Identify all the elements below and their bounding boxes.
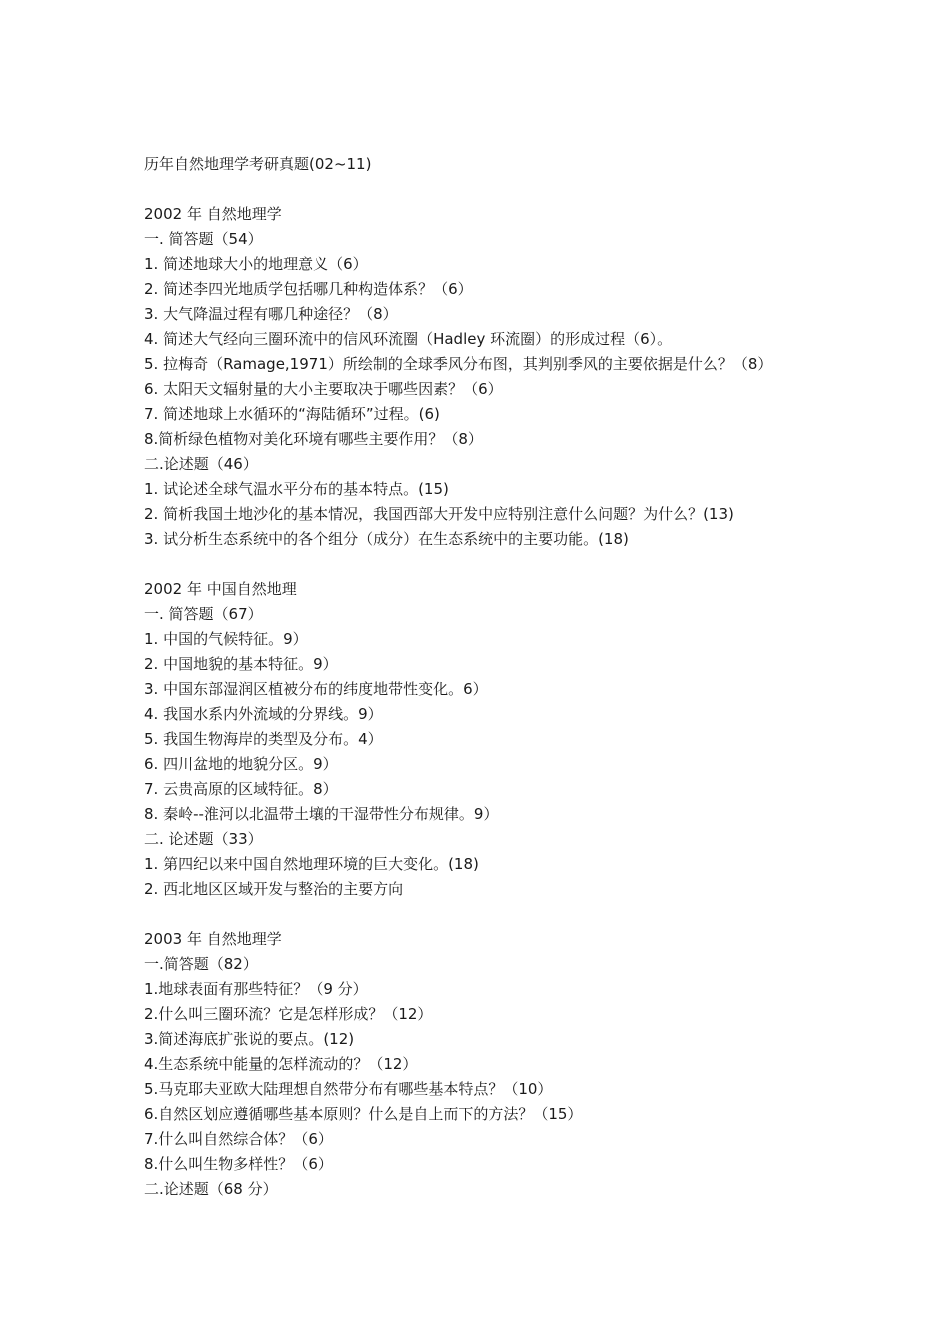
question-item: 6. 四川盆地的地貌分区。9） [144, 755, 338, 773]
blank-line [144, 552, 844, 577]
question-item: 1. 第四纪以来中国自然地理环境的巨大变化。(18) [144, 855, 479, 873]
question-item: 3. 大气降温过程有哪几种途径？（8） [144, 305, 398, 323]
question-item: 5. 我国生物海岸的类型及分布。4） [144, 730, 383, 748]
question-item: 3.简述海底扩张说的要点。(12) [144, 1030, 355, 1048]
question-item: 7. 简述地球上水循环的“海陆循环”过程。(6) [144, 405, 440, 423]
question-item: 8.简析绿色植物对美化环境有哪些主要作用？（8） [144, 430, 483, 448]
section-part-heading: 一.简答题（82） [144, 955, 258, 973]
document-page [144, 152, 844, 1202]
question-item: 5. 拉梅奇（Ramage,1971）所绘制的全球季风分布图，其判别季风的主要依据是什么？（8） [144, 355, 773, 373]
section-part-heading: 一. 简答题（67） [144, 605, 263, 623]
question-item: 1.地球表面有那些特征？（9 分） [144, 980, 368, 998]
question-item: 1. 中国的气候特征。9） [144, 630, 308, 648]
section-part-heading: 一. 简答题（54） [144, 230, 263, 248]
question-item: 8. 秦岭--淮河以北温带土壤的干湿带性分布规律。9） [144, 805, 499, 823]
question-item: 2. 简述李四光地质学包括哪几种构造体系？（6） [144, 280, 473, 298]
question-item: 7.什么叫自然综合体？（6） [144, 1130, 333, 1148]
blank-line [144, 177, 844, 202]
question-item: 8.什么叫生物多样性？（6） [144, 1155, 333, 1173]
section-part-heading: 二. 论述题（33） [144, 830, 263, 848]
question-item: 4.生态系统中能量的怎样流动的？（12） [144, 1055, 418, 1073]
exam-section-2002-china-physical-geography [144, 577, 844, 902]
document-title: 历年自然地理学考研真题(02~11) [144, 155, 372, 173]
blank-line [144, 902, 844, 927]
question-item: 2. 简析我国土地沙化的基本情况，我国西部大开发中应特别注意什么问题？为什么？(13) [144, 505, 734, 523]
section-heading: 2003 年 自然地理学 [144, 930, 282, 948]
question-item: 4. 简述大气经向三圈环流中的信风环流圈（Hadley 环流圈）的形成过程（6）。 [144, 330, 673, 348]
question-item: 2. 中国地貌的基本特征。9） [144, 655, 338, 673]
section-heading: 2002 年 中国自然地理 [144, 580, 297, 598]
question-item: 6. 太阳天文辐射量的大小主要取决于哪些因素？（6） [144, 380, 503, 398]
section-part-heading: 二.论述题（46） [144, 455, 258, 473]
exam-section-2003-physical-geography [144, 927, 844, 1202]
question-item: 3. 中国东部湿润区植被分布的纬度地带性变化。6） [144, 680, 488, 698]
question-item: 1. 简述地球大小的地理意义（6） [144, 255, 368, 273]
question-item: 7. 云贵高原的区域特征。8） [144, 780, 338, 798]
section-part-heading: 二.论述题（68 分） [144, 1180, 278, 1198]
question-item: 3. 试分析生态系统中的各个组分（成分）在生态系统中的主要功能。(18) [144, 530, 629, 548]
question-item: 5.马克耶夫亚欧大陆理想自然带分布有哪些基本特点？（10） [144, 1080, 553, 1098]
question-item: 2. 西北地区区域开发与整治的主要方向 [144, 880, 404, 898]
section-heading: 2002 年 自然地理学 [144, 205, 282, 223]
exam-section-2002-physical-geography [144, 202, 844, 552]
question-item: 2.什么叫三圈环流？它是怎样形成？（12） [144, 1005, 433, 1023]
question-item: 6.自然区划应遵循哪些基本原则？什么是自上而下的方法？（15） [144, 1105, 583, 1123]
question-item: 4. 我国水系内外流域的分界线。9） [144, 705, 383, 723]
question-item: 1. 试论述全球气温水平分布的基本特点。(15) [144, 480, 449, 498]
